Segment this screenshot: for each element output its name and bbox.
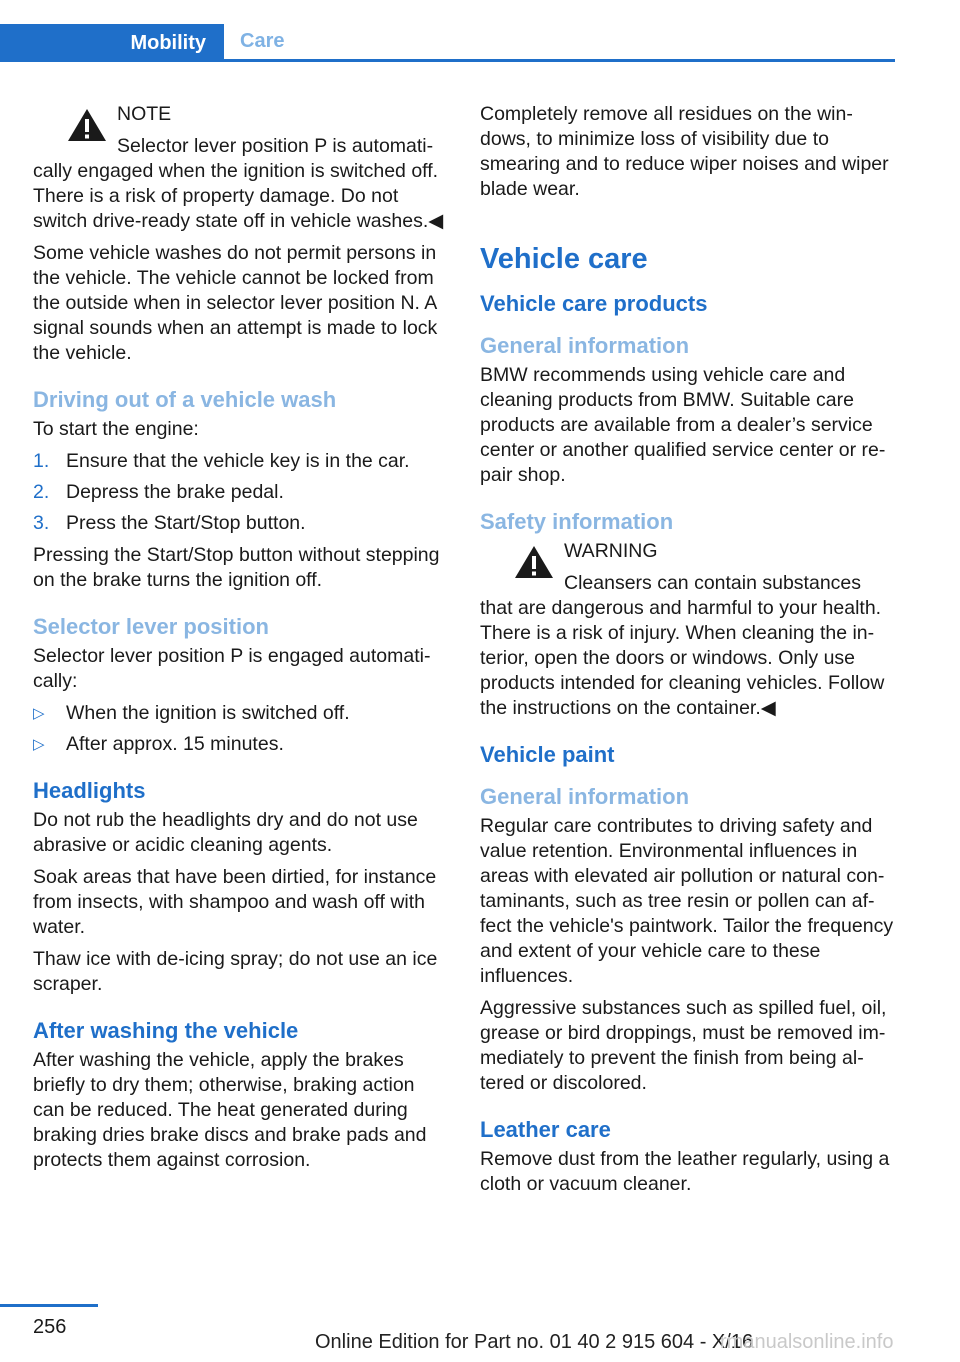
triangle-bullet-icon: ▷ — [33, 736, 45, 753]
note-title: NOTE — [117, 103, 172, 125]
tab-care-label: Care — [240, 30, 285, 52]
vehicle-wash-paragraph: Some vehicle washes do not permit persons in the vehicle. The vehicle cannot be locked from the outside when in selector lever position N. A signal sounds when an attempt is made to lock the vehicle. — [33, 242, 438, 364]
heading-leather-care: Leather care — [480, 1117, 611, 1142]
heading-general-information: General information — [480, 333, 690, 358]
warning-box — [480, 539, 895, 721]
list-item — [33, 732, 448, 757]
step-number: 1. — [33, 450, 50, 472]
step-text: Ensure that the vehicle key is in the car. — [66, 450, 410, 472]
selector-conditions — [33, 701, 448, 757]
right-column — [480, 102, 895, 1204]
heading-vehicle-paint: Vehicle paint — [480, 742, 615, 767]
heading-after-washing: After washing the vehicle — [33, 1018, 299, 1043]
watermark: rmanualsonline.info — [720, 1331, 894, 1353]
heading-driving-out: Driving out of a vehicle wash — [33, 387, 337, 412]
headlights-paragraph-1: Do not rub the headlights dry and do not use abrasive or acidic cleaning agents. — [33, 809, 418, 856]
paint-paragraph-1: Regular care contributes to driving safety and value retention. Environmental influences in areas with elevated air pollution or natural contaminants, such as tree resin or pollen can affect the vehicle's paintwork. Tailor the frequency and extent of your vehicle care to these influences. — [480, 815, 894, 987]
edition-text: Online Edition for Part no. 01 40 2 915 604 - X/16 — [315, 1331, 754, 1353]
step-text: Press the Start/Stop button. — [66, 512, 306, 534]
list-item-text: When the ignition is switched off. — [66, 702, 350, 724]
residue-paragraph: Completely remove all residues on the windows, to minimize loss of visibility due to smearing and to reduce wiper noises and wiper blade wear. — [480, 103, 889, 200]
list-item — [33, 511, 448, 536]
start-engine-steps — [33, 449, 448, 536]
step-text: Depress the brake pedal. — [66, 481, 284, 503]
chapter-tab-bar — [0, 24, 895, 62]
list-item — [33, 701, 448, 726]
warning-text: Cleansers can contain substances that are dangerous and harmful to your health. There is a risk of injury. When cleaning the interior, open the doors or windows. Only use products intended for cleaning vehicles. Follow the instructions on the container.◀ — [480, 572, 885, 719]
tab-underline — [0, 59, 895, 62]
page-number: 256 — [33, 1316, 67, 1338]
selector-paragraph: Selector lever position P is engaged automatically: — [33, 645, 431, 692]
left-column — [33, 102, 448, 1180]
headlights-paragraph-3: Thaw ice with de-icing spray; do not use an ice scraper. — [33, 948, 438, 995]
step-number: 2. — [33, 481, 50, 503]
step-number: 3. — [33, 512, 50, 534]
after-washing-paragraph: After washing the vehicle, apply the brakes briefly to dry them; otherwise, braking action can be reduced. The heat generated during braking dries brake discs and brake pads and protects them against corrosion. — [33, 1049, 427, 1171]
heading-vehicle-care: Vehicle care — [480, 243, 648, 275]
warning-title: WARNING — [564, 540, 658, 562]
tab-care[interactable] — [240, 24, 284, 59]
note-box — [33, 102, 448, 234]
startstop-paragraph: Pressing the Start/Stop button without stepping on the brake turns the ignition off. — [33, 544, 440, 591]
headlights-paragraph-2: Soak areas that have been dirtied, for instance from insects, with shampoo and wash off with water. — [33, 866, 437, 938]
note-text: Selector lever position P is automatically engaged when the ignition is switched off. There is a risk of property damage. Do not switch drive-ready state off in vehicle washes.◀ — [33, 135, 444, 232]
heading-care-products: Vehicle care products — [480, 291, 708, 316]
list-item — [33, 449, 448, 474]
paint-paragraph-2: Aggressive substances such as spilled fuel, oil, grease or bird droppings, must be removed immediately to prevent the finish from being altered or discolored. — [480, 997, 887, 1094]
triangle-bullet-icon: ▷ — [33, 705, 45, 722]
tab-mobility[interactable] — [0, 24, 224, 62]
heading-safety-information: Safety information — [480, 509, 674, 534]
start-engine-intro: To start the engine: — [33, 418, 199, 440]
list-item-text: After approx. 15 minutes. — [66, 733, 284, 755]
leather-paragraph: Remove dust from the leather regularly, using a cloth or vacuum cleaner. — [480, 1148, 890, 1195]
heading-selector-lever: Selector lever position — [33, 614, 269, 639]
tab-mobility-label: Mobility — [130, 31, 206, 54]
footer-rule — [0, 1304, 98, 1307]
list-item — [33, 480, 448, 505]
warning-triangle-icon — [514, 545, 554, 579]
heading-headlights: Headlights — [33, 778, 146, 803]
general-information-paragraph: BMW recommends using vehicle care and cleaning products from BMW. Suitable care products are available from a dealer’s service center or another qualified service center or repair shop. — [480, 364, 886, 486]
heading-general-information: General information — [480, 784, 690, 809]
warning-triangle-icon — [67, 108, 107, 142]
